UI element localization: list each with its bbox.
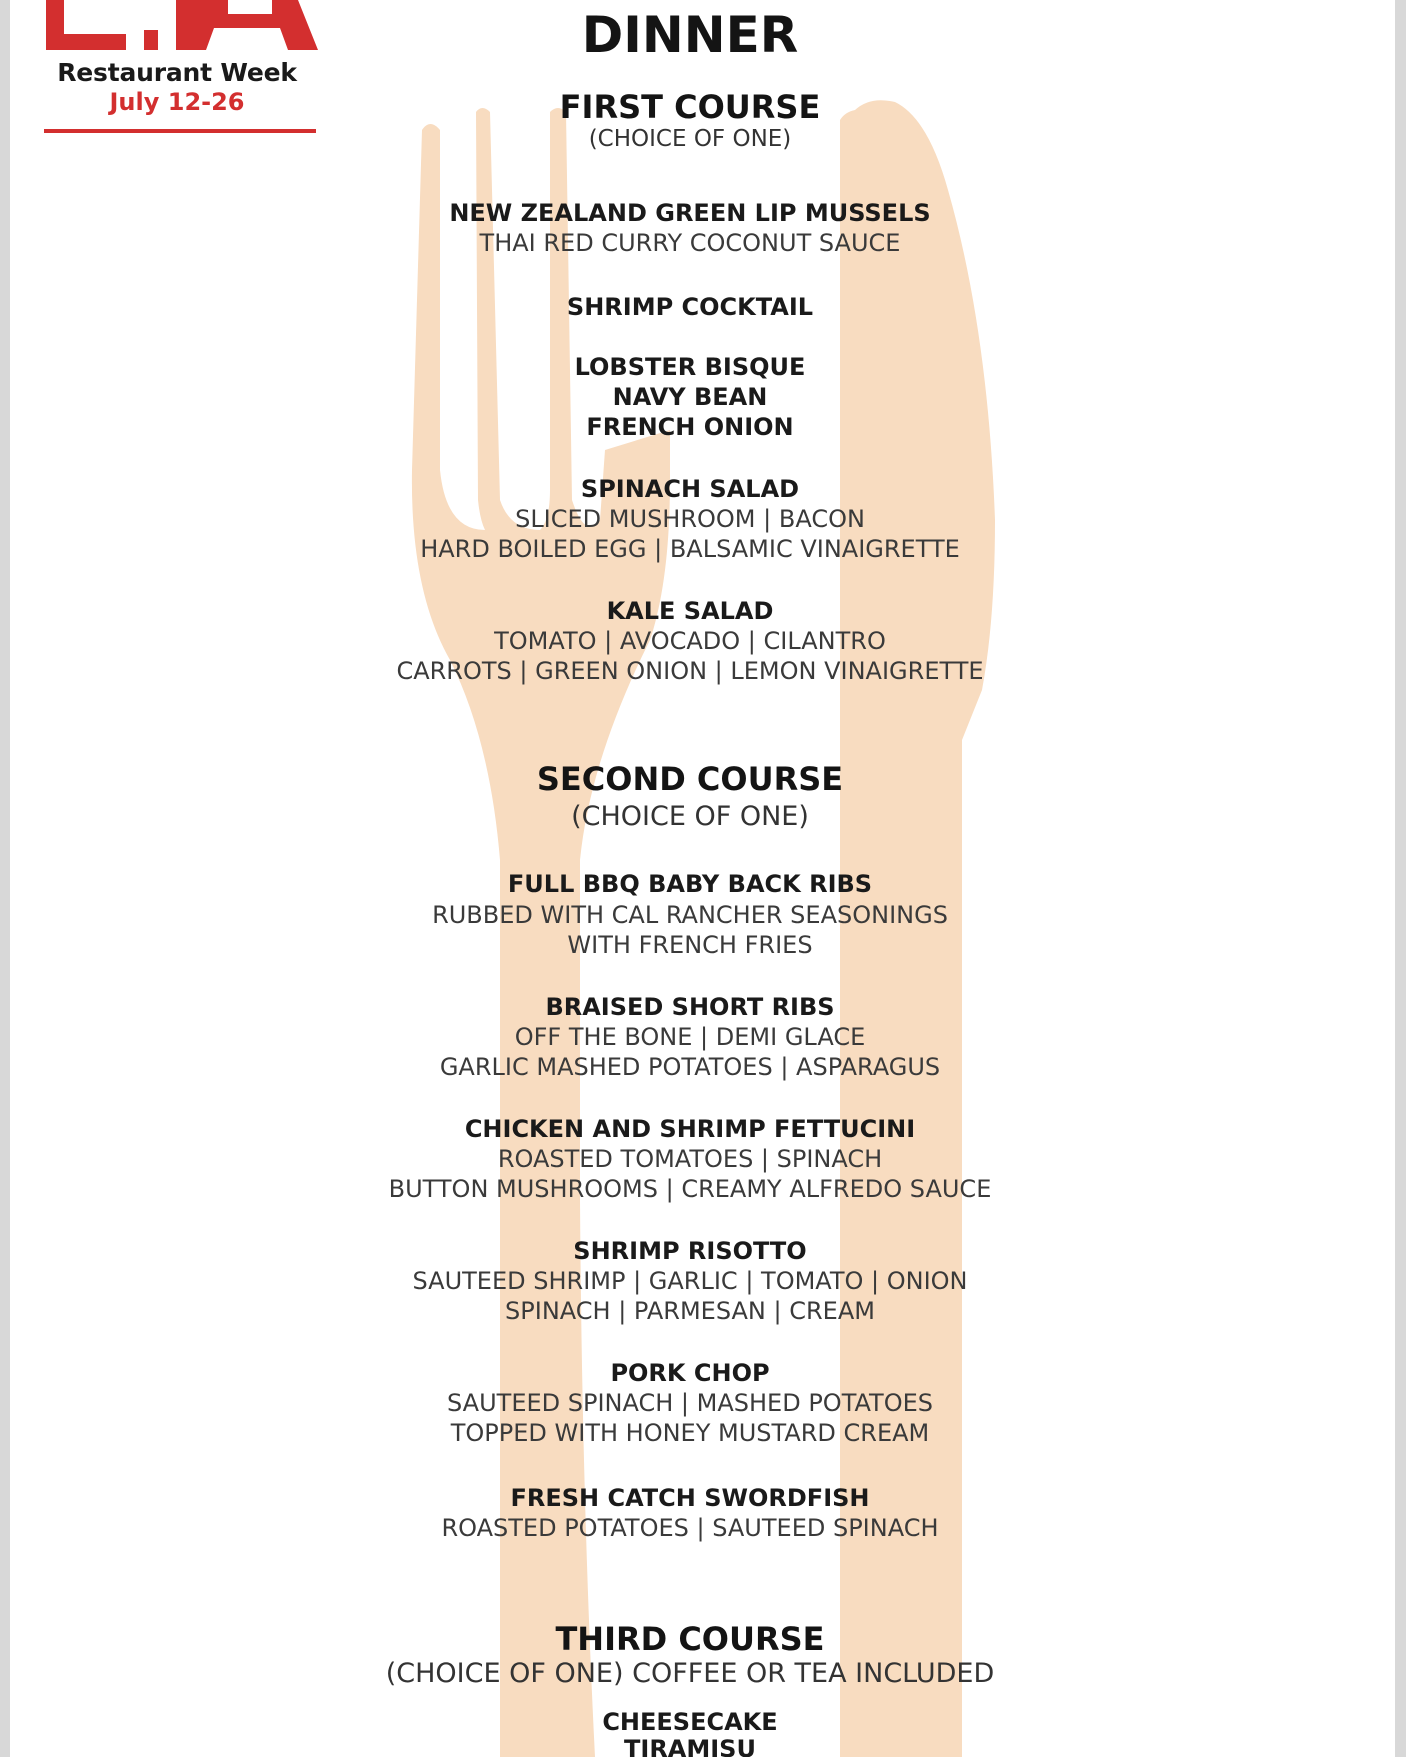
second-course-heading: SECOND COURSE [536, 760, 844, 798]
first-course-heading: FIRST COURSE [559, 88, 821, 126]
dish-description: CARROTS | GREEN ONION | LEMON VINAIGRETTE [396, 657, 984, 685]
first-course-choice: (CHOICE OF ONE) [588, 126, 792, 152]
dish-name: SHRIMP RISOTTO [573, 1237, 807, 1265]
dish-description: GARLIC MASHED POTATOES | ASPARAGUS [439, 1053, 941, 1081]
dish-description: SLICED MUSHROOM | BACON [515, 505, 865, 533]
menu-content [10, 0, 1395, 1757]
dish-description: TOPPED WITH HONEY MUSTARD CREAM [450, 1419, 930, 1447]
dish-description: THAI RED CURRY COCONUT SAUCE [479, 229, 901, 257]
dish-description: BUTTON MUSHROOMS | CREAMY ALFREDO SAUCE [388, 1175, 992, 1203]
dish-description: WITH FRENCH FRIES [567, 931, 813, 959]
dish-name: SHRIMP COCKTAIL [566, 293, 814, 321]
dish-description: SAUTEED SPINACH | MASHED POTATOES [447, 1389, 933, 1417]
dish-description: SPINACH | PARMESAN | CREAM [505, 1297, 875, 1325]
dish-name: NAVY BEAN [612, 383, 768, 411]
dish-description: SAUTEED SHRIMP | GARLIC | TOMATO | ONION [412, 1267, 968, 1295]
dish-name: SPINACH SALAD [580, 475, 800, 503]
dish-name: FRENCH ONION [586, 413, 794, 441]
dish-description: ROASTED POTATOES | SAUTEED SPINACH [441, 1514, 939, 1542]
logo-dates: July 12-26 [109, 88, 245, 116]
dish-description: TOMATO | AVOCADO | CILANTRO [494, 627, 886, 655]
dish-name: LOBSTER BISQUE [574, 353, 806, 381]
dish-description: HARD BOILED EGG | BALSAMIC VINAIGRETTE [420, 535, 960, 563]
dish-name: FRESH CATCH SWORDFISH [510, 1484, 870, 1512]
dish-description: RUBBED WITH CAL RANCHER SEASONINGS [432, 901, 948, 929]
third-course-heading: THIRD COURSE [555, 1620, 825, 1658]
dish-name: BRAISED SHORT RIBS [545, 993, 835, 1021]
dish-description: OFF THE BONE | DEMI GLACE [514, 1023, 866, 1051]
second-course-choice: (CHOICE OF ONE) [571, 801, 809, 832]
dish-name: NEW ZEALAND GREEN LIP MUSSELS [449, 199, 931, 227]
menu-title: DINNER [581, 6, 799, 64]
dish-name: KALE SALAD [606, 597, 774, 625]
third-course-choice: (CHOICE OF ONE) COFFEE OR TEA INCLUDED [385, 1658, 995, 1689]
dish-name: FULL BBQ BABY BACK RIBS [507, 870, 873, 898]
dish-name: PORK CHOP [610, 1359, 770, 1387]
menu-page [10, 0, 1395, 1757]
dish-name: TIRAMISU [624, 1735, 756, 1757]
dish-name: CHEESECAKE [602, 1708, 778, 1736]
logo-name: Restaurant Week [57, 58, 297, 87]
dish-name: CHICKEN AND SHRIMP FETTUCINI [464, 1115, 916, 1143]
dish-description: ROASTED TOMATOES | SPINACH [497, 1145, 883, 1173]
